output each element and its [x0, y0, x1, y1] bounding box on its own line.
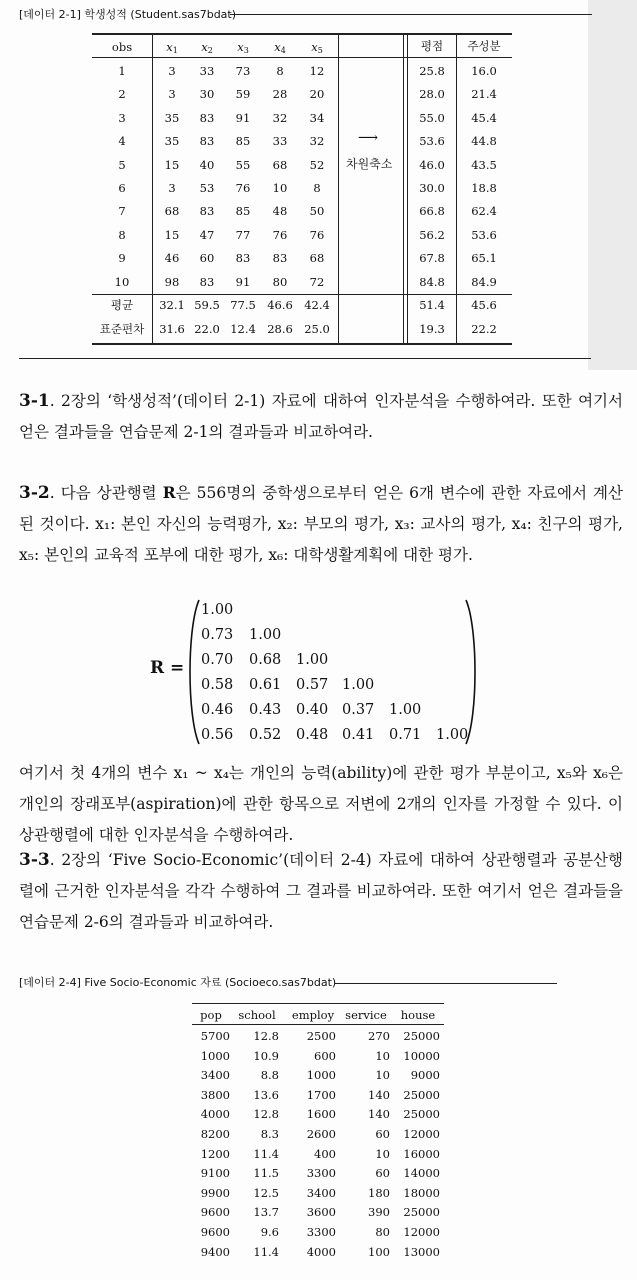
- table2-row-12-service: 100: [368, 1244, 390, 1259]
- table1-row-2-obs: 2: [118, 87, 126, 102]
- table1-row-1-x4: 8: [276, 64, 284, 78]
- table2-row-1-school: 12.8: [253, 1029, 279, 1043]
- table2-row-1-service: 270: [368, 1029, 390, 1043]
- table1-row-7-x4: 48: [272, 204, 288, 219]
- table1-row-5-x3: 55: [235, 157, 251, 172]
- table1-row-4-mean: 53.6: [419, 134, 445, 149]
- table2-row-10-school: 13.7: [253, 1205, 279, 1220]
- table1-row-7-obs: 7: [118, 204, 126, 219]
- matrix-cell-r6-c2: 0.52: [249, 727, 282, 743]
- table2-row-10-pop: 9600: [200, 1205, 230, 1220]
- matrix-cell-r4-c1: 0.58: [201, 677, 234, 693]
- matrix-cell-r2-c2: 1.00: [249, 627, 282, 643]
- table1-row-8-x3: 77: [235, 227, 251, 242]
- table2-row-5-pop: 4000: [200, 1107, 230, 1122]
- table2-row-3-school: 8.8: [260, 1068, 279, 1083]
- table2-row-8-pop: 9100: [200, 1166, 230, 1181]
- variable-definitions: x₁: 본인 자신의 능력평가, x₂: 부모의 평가, x₃: 교사의 평가, x₄: 친구의 평가, x₅: 본인의 교육적 포부에 대한 평가, x₆: 대학생활계획에 대한 평가.: [19, 515, 623, 564]
- table2-row-11-school: 9.6: [260, 1225, 279, 1239]
- table1-sd-row-x5: 25.0: [304, 322, 330, 336]
- table1-row-3-x5: 34: [309, 110, 325, 125]
- table2-row-7-school: 11.4: [253, 1146, 279, 1161]
- table2-row-4-service: 140: [368, 1087, 390, 1102]
- table1-row-1-x5: 12: [309, 64, 325, 78]
- table2-row-8-employ: 3300: [306, 1166, 336, 1181]
- table2-row-9-pop: 9900: [200, 1185, 230, 1200]
- table2-row-9-employ: 3400: [306, 1185, 336, 1200]
- table1-row-10-x1: 98: [164, 274, 180, 289]
- matrix-cell-r6-c3: 0.48: [296, 727, 329, 743]
- table1-vline-2: [338, 34, 339, 343]
- table1-sd-row-x1: 31.6: [159, 322, 185, 336]
- table1-row-9-pc: 65.1: [471, 251, 497, 266]
- table2-row-5-employ: 1600: [306, 1107, 336, 1122]
- table1-mean-row-x1: 32.1: [159, 298, 185, 312]
- table1-row-3-obs: 3: [118, 110, 126, 125]
- right-arrow-icon: ⟶: [358, 130, 379, 146]
- matrix-cell-r6-c6: 1.00: [436, 727, 469, 743]
- table1-row-6-x3: 76: [235, 181, 251, 195]
- table2-row-6-service: 60: [375, 1127, 390, 1141]
- exercise-text-a: . 다음 상관행렬: [49, 484, 163, 502]
- table1-row-1-mean: 25.8: [419, 64, 445, 78]
- table1-row-6-x2: 53: [199, 181, 215, 195]
- table1-row-3-x4: 32: [272, 110, 288, 125]
- table1-row-9-mean: 67.8: [419, 251, 445, 266]
- table2-row-5-school: 12.8: [253, 1107, 279, 1122]
- table1-row-3-mean: 55.0: [419, 110, 445, 125]
- matrix-cell-r1-c1: 1.00: [201, 602, 234, 618]
- right-paren-icon: [462, 598, 482, 746]
- table1-row-2-x4: 28: [272, 87, 288, 102]
- table1-row-7-x3: 85: [235, 204, 251, 219]
- exercise-number: 3-3: [19, 850, 50, 870]
- table1-row-5-x5: 52: [309, 157, 325, 172]
- table2-row-2-house: 10000: [403, 1048, 440, 1063]
- table1-row-4-x2: 83: [199, 134, 215, 149]
- table1-row-1-obs: 1: [118, 64, 126, 78]
- exercise-3-2: [19, 477, 623, 571]
- table1-row-10-obs: 10: [114, 274, 130, 289]
- table1-row-6-x5: 8: [313, 181, 321, 195]
- matrix-cell-r5-c4: 0.37: [342, 702, 375, 718]
- table1-row-1-pc: 16.0: [471, 64, 497, 78]
- table2-row-7-service: 10: [375, 1146, 390, 1161]
- table1-caption: [데이터 2-1] 학생성적 (Student.sas7bdat): [19, 8, 237, 21]
- table1-row-2-x2: 30: [199, 87, 215, 102]
- exercise-3-2-continued: [19, 758, 623, 851]
- table1-row-10-pc: 84.9: [471, 274, 497, 289]
- table1-row-1-x3: 73: [235, 64, 251, 78]
- table2-row-12-employ: 4000: [306, 1244, 336, 1259]
- table1-row-5-obs: 5: [118, 157, 126, 172]
- dimension-reduction-label: 차원축소: [346, 157, 393, 171]
- table2-row-2-service: 10: [375, 1048, 390, 1063]
- table2-row-2-pop: 1000: [200, 1048, 230, 1063]
- table1-row-5-x1: 15: [164, 157, 180, 172]
- table1-row-3-x1: 35: [164, 110, 180, 125]
- table2-row-1-house: 25000: [403, 1029, 440, 1043]
- exercise-number: 3-2: [19, 483, 50, 503]
- table1-row-4-x5: 32: [309, 134, 325, 149]
- table1-row-4-x4: 33: [272, 134, 288, 149]
- table2-row-9-school: 12.5: [253, 1185, 279, 1200]
- matrix-cell-r6-c4: 0.41: [342, 727, 375, 743]
- table1-row-7-x5: 50: [309, 204, 325, 219]
- table1-header-x3: $x_3$: [237, 40, 249, 55]
- table1-row-2-x3: 59: [235, 87, 251, 102]
- table2-row-5-service: 140: [368, 1107, 390, 1122]
- table2-top-rule: [192, 1003, 444, 1004]
- matrix-cell-r4-c2: 0.61: [249, 677, 282, 693]
- table1-summary-rule: [92, 294, 512, 295]
- table1-row-9-obs: 9: [118, 251, 126, 266]
- exercise-number: 3-1: [19, 391, 50, 411]
- matrix-cell-r4-c3: 0.57: [296, 677, 329, 693]
- table2-row-8-service: 60: [375, 1166, 390, 1181]
- table1-row-8-x4: 76: [272, 227, 288, 242]
- table1-row-9-x1: 46: [164, 251, 180, 266]
- table2-caption: [데이터 2-4] Five Socio-Economic 자료 (Socioeco.sas7bdat): [19, 976, 337, 989]
- matrix-cell-r3-c3: 1.00: [296, 652, 329, 668]
- table2-row-4-employ: 1700: [306, 1087, 336, 1102]
- table2-row-9-house: 18000: [403, 1185, 440, 1200]
- table2-header-service: service: [345, 1008, 387, 1022]
- table1-row-7-x1: 68: [164, 204, 180, 219]
- matrix-cell-r5-c5: 1.00: [389, 702, 422, 718]
- table1-header-x2: $x_2$: [201, 40, 213, 55]
- table1-header-x1: $x_1$: [166, 40, 178, 55]
- table1-header-pc: 주성분: [467, 39, 501, 53]
- table2-row-4-school: 13.6: [253, 1087, 279, 1102]
- table1-row-8-mean: 56.2: [419, 227, 445, 242]
- table2-row-12-pop: 9400: [200, 1244, 230, 1259]
- table1-vline-5: [456, 34, 457, 343]
- table1-row-6-pc: 18.8: [471, 181, 497, 195]
- table1-caption-rule: [230, 14, 592, 15]
- matrix-cell-r3-c1: 0.70: [201, 652, 234, 668]
- matrix-label: R =: [150, 658, 185, 678]
- table1-row-10-mean: 84.8: [419, 274, 445, 289]
- table1-vline-4: [407, 34, 408, 343]
- table1-row-4-x3: 85: [235, 134, 251, 149]
- table2-row-2-employ: 600: [314, 1048, 336, 1063]
- table1-header-rule: [92, 57, 512, 58]
- table1-mean-row-obs: 평균: [110, 298, 134, 312]
- page-edge-shadow: [588, 0, 637, 370]
- table2-header-rule: [192, 1024, 444, 1025]
- table1-row-2-mean: 28.0: [419, 87, 445, 102]
- table2-row-6-pop: 8200: [200, 1127, 230, 1141]
- table2-row-6-house: 12000: [403, 1127, 440, 1141]
- table1-row-7-pc: 62.4: [471, 204, 497, 219]
- matrix-cell-r5-c1: 0.46: [201, 702, 234, 718]
- exercise-text-after: 여기서 첫 4개의 변수 x₁ ~ x₄는 개인의 능력(ability)에 관한 평가 부분이고, x₅와 x₆은 개인의 장래포부(aspiration)에 관한 항목으로 저변에 2개의 인자를 가정할 수 있다. 이 상관행렬에 대한 인자분석을 수행하여라.: [19, 764, 623, 844]
- table2-row-10-service: 390: [368, 1205, 390, 1220]
- table2-header-pop: pop: [200, 1008, 222, 1022]
- table2-row-7-employ: 400: [314, 1146, 336, 1161]
- table1-row-8-x5: 76: [309, 227, 325, 242]
- matrix-cell-r2-c1: 0.73: [201, 627, 234, 643]
- table2-row-9-service: 180: [368, 1185, 390, 1200]
- table2-caption-rule: [335, 983, 557, 984]
- table1-mean-row-mean: 51.4: [419, 298, 445, 312]
- matrix-cell-r5-c2: 0.43: [249, 702, 282, 718]
- table2-row-6-employ: 2600: [306, 1127, 336, 1141]
- table2-row-4-pop: 3800: [200, 1087, 230, 1102]
- table2-row-11-service: 80: [375, 1225, 390, 1239]
- table1-header-mean: 평점: [420, 39, 444, 53]
- left-paren-icon: [183, 598, 203, 746]
- matrix-cell-r4-c4: 1.00: [342, 677, 375, 693]
- matrix-cell-r6-c1: 0.56: [201, 727, 234, 743]
- table2-row-3-service: 10: [375, 1068, 390, 1083]
- table1-row-10-x2: 83: [199, 274, 215, 289]
- matrix-cell-r6-c5: 0.71: [389, 727, 422, 743]
- table1-sd-row-x3: 12.4: [230, 322, 256, 336]
- table1-row-4-pc: 44.8: [471, 134, 497, 149]
- matrix-cell-r3-c2: 0.68: [249, 652, 282, 668]
- table1-sd-row-x4: 28.6: [267, 322, 293, 336]
- table2-row-3-house: 9000: [410, 1068, 440, 1083]
- table1-row-9-x4: 83: [272, 251, 288, 266]
- table1-bottom-rule: [92, 343, 512, 345]
- table1-row-6-obs: 6: [118, 181, 126, 195]
- table1-row-2-x5: 20: [309, 87, 325, 102]
- table2-row-5-house: 25000: [403, 1107, 440, 1122]
- table2-row-1-pop: 5700: [200, 1029, 230, 1043]
- table1-mean-row-x5: 42.4: [304, 298, 330, 312]
- table1-row-3-x2: 83: [199, 110, 215, 125]
- table2-row-7-house: 16000: [403, 1146, 440, 1161]
- table1-row-1-x2: 33: [199, 64, 215, 78]
- table2-row-12-school: 11.4: [253, 1244, 279, 1259]
- table1-row-5-x4: 68: [272, 157, 288, 172]
- table2-row-3-employ: 1000: [306, 1068, 336, 1083]
- table2-row-12-house: 13000: [403, 1244, 440, 1259]
- table2-row-11-house: 12000: [403, 1225, 440, 1239]
- page-separator-rule: [19, 358, 591, 359]
- exercise-text-b: 은 556명의 중학생으로부터 얻은 6개 변수에 관한 자료에서 계산된 것이다.: [19, 484, 624, 533]
- table2-row-11-employ: 3300: [306, 1225, 336, 1239]
- table1-mean-row-x4: 46.6: [267, 298, 293, 312]
- table1-mean-row-x2: 59.5: [194, 298, 220, 312]
- table1-row-4-obs: 4: [118, 134, 126, 149]
- table1-row-5-x2: 40: [199, 157, 215, 172]
- table2-row-4-house: 25000: [403, 1087, 440, 1102]
- table1-top-rule: [92, 33, 512, 35]
- table2-header-school: school: [238, 1008, 276, 1022]
- table1-header-obs: obs: [111, 40, 133, 54]
- table1-sd-row-pc: 22.2: [471, 322, 497, 336]
- table1-row-4-x1: 35: [164, 134, 180, 149]
- table1-header-x4: $x_4$: [274, 40, 286, 55]
- table1-row-2-x1: 3: [168, 87, 176, 102]
- table1-row-9-x2: 60: [199, 251, 215, 266]
- table1-row-7-x2: 83: [199, 204, 215, 219]
- matrix-cell-r5-c3: 0.40: [296, 702, 329, 718]
- table1-row-8-pc: 53.6: [471, 227, 497, 242]
- table1-row-3-pc: 45.4: [471, 110, 497, 125]
- table1-row-1-x1: 3: [168, 64, 176, 78]
- exercise-3-3: [19, 845, 623, 938]
- table2-row-1-employ: 2500: [306, 1029, 336, 1043]
- table1-row-8-x1: 15: [164, 227, 180, 242]
- table1-row-2-pc: 21.4: [471, 87, 497, 102]
- table1-row-9-x3: 83: [235, 251, 251, 266]
- table1-mean-row-x3: 77.5: [230, 298, 256, 312]
- table1-vline-1: [152, 34, 153, 343]
- table2-row-11-pop: 9600: [200, 1225, 230, 1239]
- exercise-text: . 2장의 ‘학생성적’(데이터 2-1) 자료에 대하여 인자분석을 수행하여라. 또한 여기서 얻은 결과들을 연습문제 2-1의 결과들과 비교하여라.: [19, 392, 623, 441]
- table2-header-house: house: [400, 1008, 436, 1022]
- table1-row-6-x4: 10: [272, 181, 288, 195]
- table2-row-8-school: 11.5: [253, 1166, 279, 1181]
- exercise-text: . 2장의 ‘Five Socio-Economic’(데이터 2-4) 자료에 대하여 상관행렬과 공분산행렬에 근거한 인자분석을 각각 수행하여 그 결과를 비교하여라. 또한 여기서 얻은 결과들을 연습문제 2-6의 결과들과 비교하여라.: [19, 851, 623, 931]
- table1-row-5-mean: 46.0: [419, 157, 445, 172]
- table1-row-9-x5: 68: [309, 251, 325, 266]
- table2-row-7-pop: 1200: [200, 1146, 230, 1161]
- table2-row-10-house: 25000: [403, 1205, 440, 1220]
- table1-sd-row-mean: 19.3: [419, 322, 445, 336]
- table2-header-employ: employ: [291, 1008, 335, 1022]
- table2-row-6-school: 8.3: [260, 1127, 279, 1141]
- table1-sd-row-x2: 22.0: [194, 322, 220, 336]
- table1-row-10-x3: 91: [235, 274, 251, 289]
- table2-row-3-pop: 3400: [200, 1068, 230, 1083]
- table1-row-10-x4: 80: [272, 274, 288, 289]
- table2-row-8-house: 14000: [403, 1166, 440, 1181]
- exercise-3-1: [19, 386, 623, 448]
- table1-row-6-mean: 30.0: [419, 181, 445, 195]
- table1-row-8-x2: 47: [199, 227, 215, 242]
- matrix-symbol: R: [162, 483, 176, 502]
- table1-row-8-obs: 8: [118, 227, 126, 242]
- table1-row-6-x1: 3: [168, 181, 176, 195]
- table2-row-10-employ: 3600: [306, 1205, 336, 1220]
- table1-row-7-mean: 66.8: [419, 204, 445, 219]
- table1-mean-row-pc: 45.6: [471, 298, 497, 312]
- table2-row-2-school: 10.9: [253, 1048, 279, 1063]
- table1-sd-row-obs: 표준편차: [99, 322, 145, 336]
- table1-header-x5: $x_5$: [311, 40, 323, 55]
- table1-vline-3: [403, 34, 404, 343]
- table1-row-5-pc: 43.5: [471, 157, 497, 172]
- table1-row-10-x5: 72: [309, 274, 325, 289]
- table1-row-3-x3: 91: [235, 110, 251, 125]
